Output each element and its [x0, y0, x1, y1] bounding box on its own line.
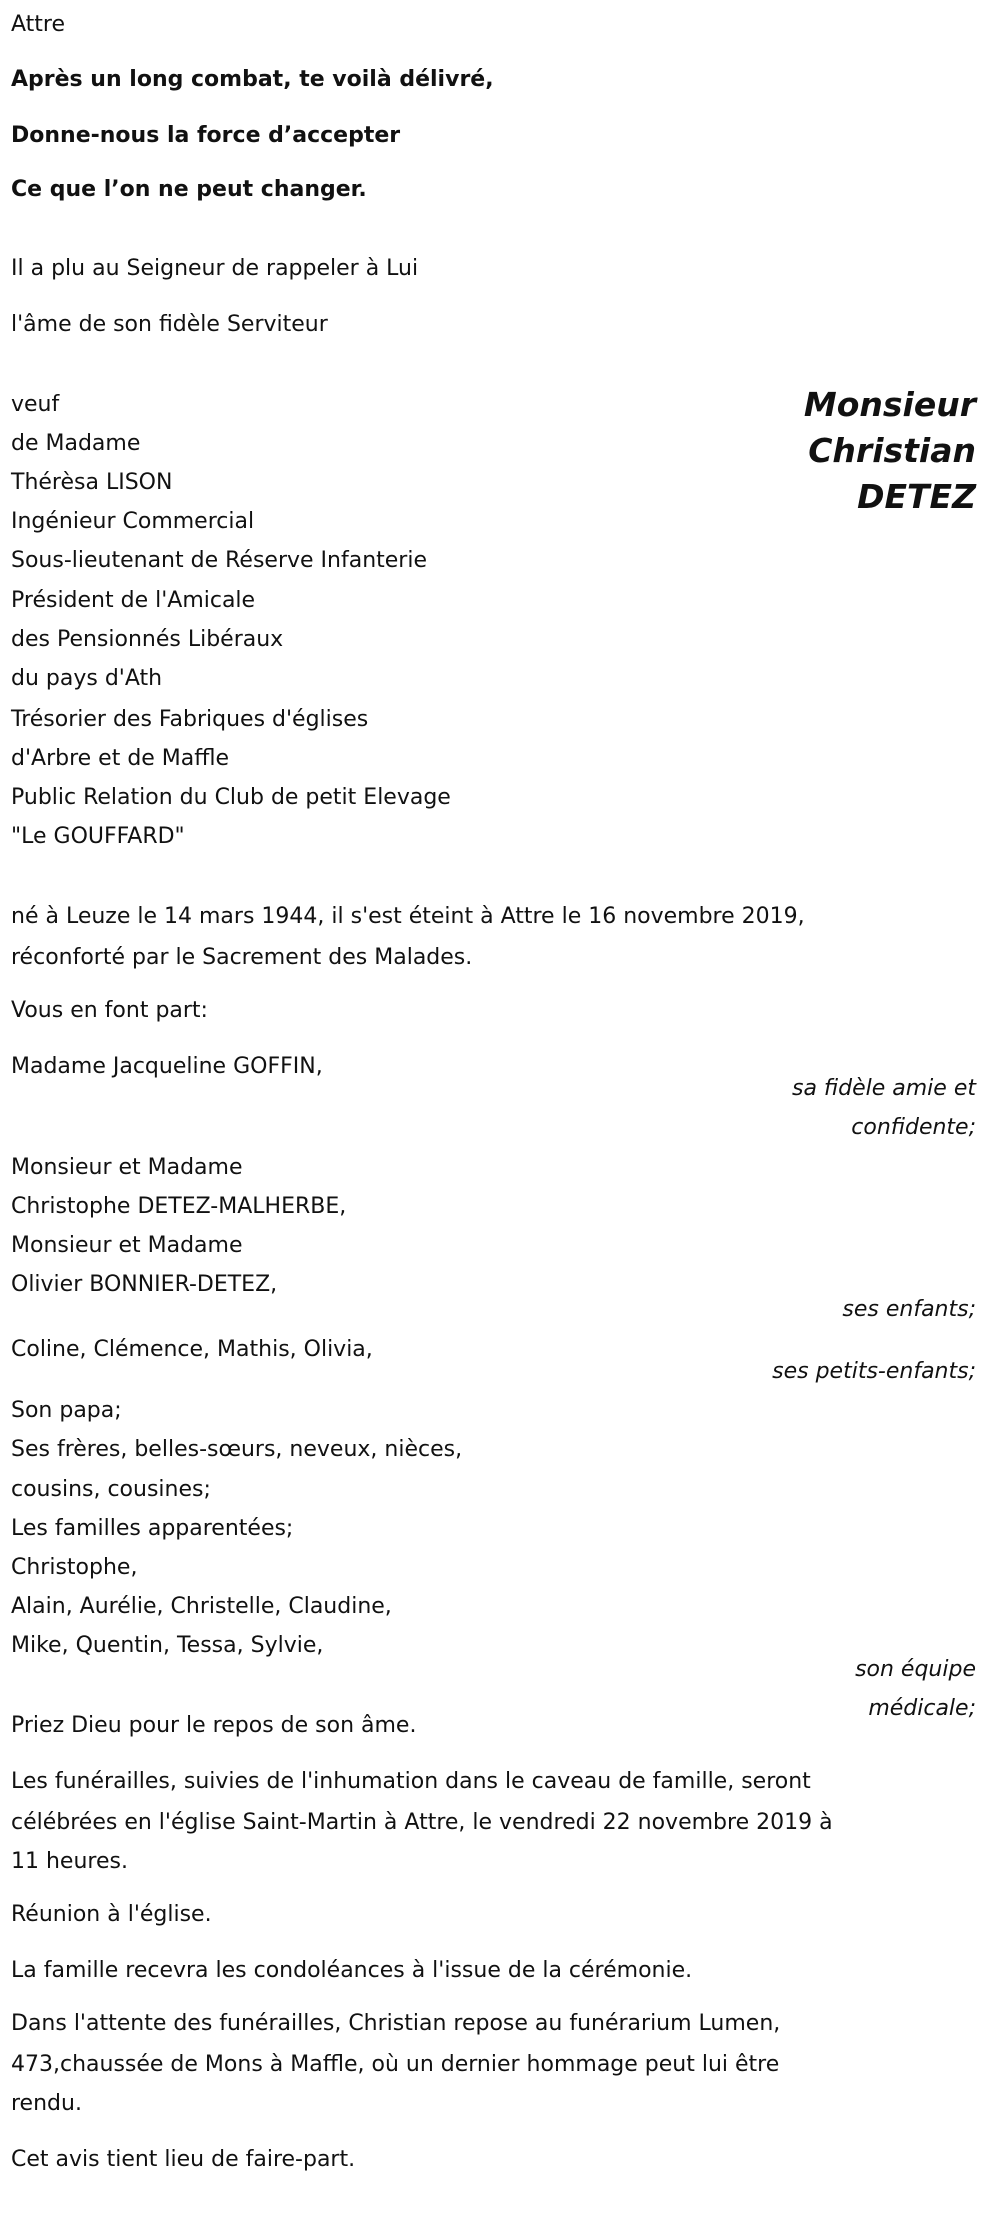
family-other: Son papa;	[11, 1398, 122, 1423]
funeral-line: célébrées en l'église Saint-Martin à Attre, le vendredi 22 novembre 2019 à	[11, 1810, 833, 1835]
title-line: Thérèsa LISON	[11, 470, 173, 495]
title-line: d'Arbre et de Maffle	[11, 746, 230, 771]
funerarium-line: rendu.	[11, 2091, 82, 2116]
funerarium-line: Dans l'attente des funérailles, Christian repose au funérarium Lumen,	[11, 2011, 781, 2036]
funeral-line: Les funérailles, suivies de l'inhumation dans le caveau de famille, seront	[11, 1769, 811, 1794]
family-role: confidente;	[851, 1115, 976, 1140]
family-friend: Madame Jacqueline GOFFIN,	[11, 1054, 323, 1079]
condolences: La famille recevra les condoléances à l'issue de la cérémonie.	[11, 1958, 693, 1983]
prayer: Priez Dieu pour le repos de son âme.	[11, 1713, 417, 1738]
meeting: Réunion à l'église.	[11, 1902, 212, 1927]
family-role: médicale;	[868, 1696, 976, 1721]
poem-line: Donne-nous la force d’accepter	[11, 123, 401, 148]
title-line: veuf	[11, 392, 60, 417]
title-line: de Madame	[11, 431, 141, 456]
title-line: Président de l'Amicale	[11, 588, 256, 613]
title-line: du pays d'Ath	[11, 666, 163, 691]
family-role: ses enfants;	[842, 1297, 976, 1322]
family-role: sa fidèle amie et	[791, 1076, 976, 1101]
family-grandchildren: Coline, Clémence, Mathis, Olivia,	[11, 1337, 373, 1362]
title-line: Trésorier des Fabriques d'églises	[11, 707, 369, 732]
title-line: "Le GOUFFARD"	[11, 824, 185, 849]
closing: Cet avis tient lieu de faire-part.	[11, 2147, 356, 2172]
intro-line: l'âme de son fidèle Serviteur	[11, 312, 328, 337]
funerarium-line: 473,chaussée de Mons à Maffle, où un dernier hommage peut lui être	[11, 2052, 780, 2077]
family-other: cousins, cousines;	[11, 1477, 211, 1502]
family-other: Les familles apparentées;	[11, 1516, 294, 1541]
family-children: Monsieur et Madame	[11, 1155, 243, 1180]
poem-line: Après un long combat, te voilà délivré,	[11, 67, 494, 92]
family-children: Olivier BONNIER-DETEZ,	[11, 1272, 278, 1297]
birth-death: né à Leuze le 14 mars 1944, il s'est éteint à Attre le 16 novembre 2019,	[11, 904, 805, 929]
deceased-name: DETEZ	[857, 477, 976, 516]
family-role: ses petits-enfants;	[772, 1359, 976, 1384]
deceased-name: Christian	[808, 431, 976, 470]
family-children: Monsieur et Madame	[11, 1233, 243, 1258]
family-other: Mike, Quentin, Tessa, Sylvie,	[11, 1633, 324, 1658]
family-other: Ses frères, belles-sœurs, neveux, nièces,	[11, 1437, 463, 1462]
announce: Vous en font part:	[11, 998, 208, 1023]
family-role: son équipe	[855, 1657, 976, 1682]
title-line: des Pensionnés Libéraux	[11, 627, 284, 652]
intro-line: Il a plu au Seigneur de rappeler à Lui	[11, 256, 419, 281]
poem-line: Ce que l’on ne peut changer.	[11, 177, 367, 202]
title-line: Public Relation du Club de petit Elevage	[11, 785, 451, 810]
title-line: Ingénieur Commercial	[11, 509, 255, 534]
location: Attre	[11, 12, 66, 37]
title-line: Sous-lieutenant de Réserve Infanterie	[11, 548, 427, 573]
family-other: Christophe,	[11, 1555, 138, 1580]
family-children: Christophe DETEZ-MALHERBE,	[11, 1194, 347, 1219]
deceased-name: Monsieur	[803, 385, 976, 424]
family-other: Alain, Aurélie, Christelle, Claudine,	[11, 1594, 392, 1619]
birth-death: réconforté par le Sacrement des Malades.	[11, 945, 473, 970]
funeral-line: 11 heures.	[11, 1849, 128, 1874]
